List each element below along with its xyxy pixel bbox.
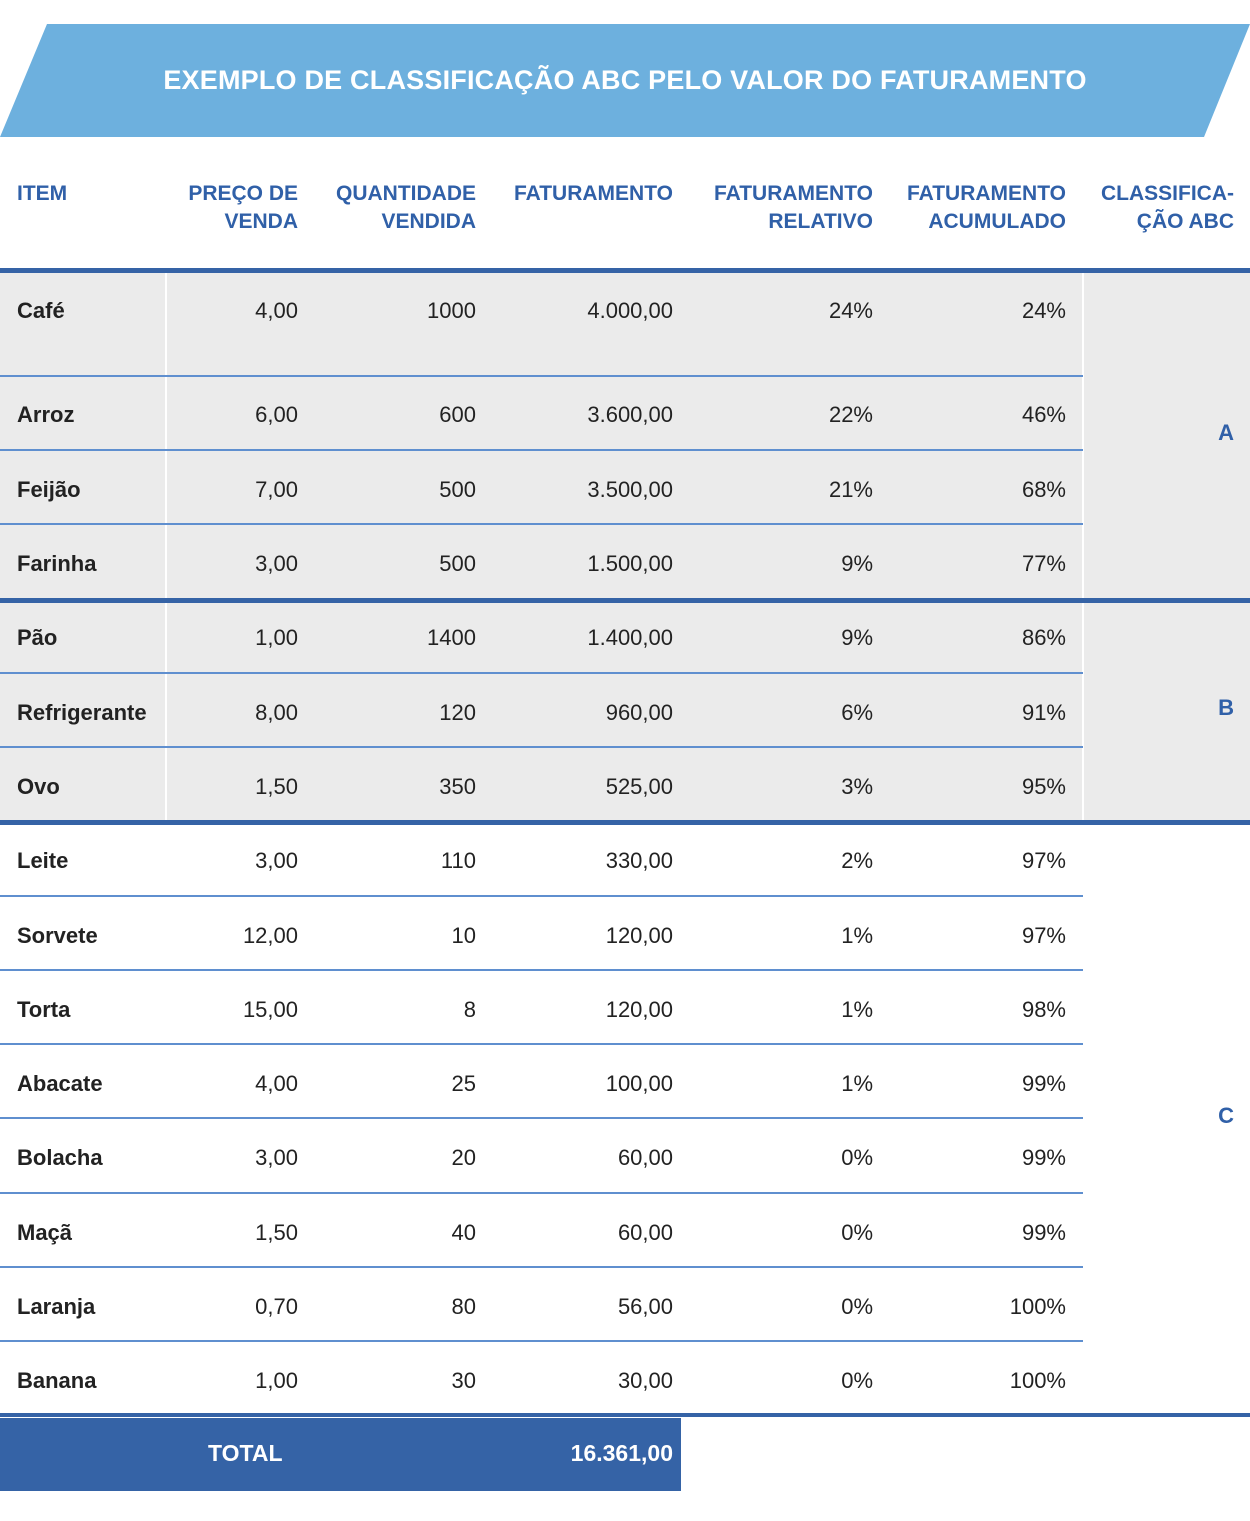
row-separator xyxy=(0,895,1083,897)
cell-item: Laranja xyxy=(17,1294,96,1319)
cell-relativo: 21% xyxy=(828,477,873,502)
header-acumulado: FATURAMENTO ACUMULADO xyxy=(906,182,1066,233)
cell-faturamento: 120,00 xyxy=(605,923,673,948)
cell-acumulado: 46% xyxy=(1021,402,1066,427)
column-gap xyxy=(165,268,167,1422)
class-label: C xyxy=(1218,1103,1234,1128)
cell-quantidade: 8 xyxy=(463,997,476,1022)
cell-preco: 7,00 xyxy=(255,477,298,502)
cell-quantidade: 25 xyxy=(451,1071,476,1096)
cell-preco: 15,00 xyxy=(242,997,298,1022)
cell-acumulado: 97% xyxy=(1021,848,1066,873)
cell-quantidade: 1000 xyxy=(427,298,476,323)
cell-item: Abacate xyxy=(17,1071,103,1096)
row-separator xyxy=(0,746,1083,748)
row-separator xyxy=(0,375,1083,377)
total-label: TOTAL xyxy=(208,1440,283,1466)
section-divider xyxy=(0,598,1250,603)
cell-quantidade: 80 xyxy=(451,1294,476,1319)
cell-item: Farinha xyxy=(17,551,97,576)
cell-relativo: 1% xyxy=(841,1071,873,1096)
cell-item: Leite xyxy=(17,848,69,873)
cell-quantidade: 1400 xyxy=(427,625,476,650)
cell-quantidade: 350 xyxy=(439,774,476,799)
cell-faturamento: 60,00 xyxy=(617,1220,673,1245)
cell-quantidade: 20 xyxy=(451,1145,476,1170)
header-classificacao: CLASSIFICA- ÇÃO ABC xyxy=(1101,182,1234,233)
cell-item: Café xyxy=(17,298,65,323)
row-separator xyxy=(0,969,1083,971)
cell-faturamento: 330,00 xyxy=(605,848,673,873)
cell-preco: 8,00 xyxy=(255,700,298,725)
cell-preco: 4,00 xyxy=(255,298,298,323)
cell-item: Torta xyxy=(17,997,71,1022)
row-separator xyxy=(0,449,1083,451)
cell-acumulado: 77% xyxy=(1021,551,1066,576)
cell-faturamento: 1.500,00 xyxy=(587,551,673,576)
cell-preco: 4,00 xyxy=(255,1071,298,1096)
column-gap xyxy=(1082,268,1084,1422)
cell-item: Feijão xyxy=(17,477,81,502)
cell-acumulado: 68% xyxy=(1021,477,1066,502)
section-divider xyxy=(0,820,1250,825)
cell-faturamento: 120,00 xyxy=(605,997,673,1022)
title-banner xyxy=(0,24,1250,137)
row-separator xyxy=(0,1340,1083,1342)
cell-acumulado: 95% xyxy=(1021,774,1066,799)
cell-relativo: 9% xyxy=(841,625,873,650)
cell-quantidade: 110 xyxy=(440,848,476,873)
cell-item: Ovo xyxy=(17,774,60,799)
cell-faturamento: 3.600,00 xyxy=(587,402,673,427)
cell-acumulado: 100% xyxy=(1009,1368,1066,1393)
row-separator xyxy=(0,1192,1083,1194)
cell-item: Refrigerante xyxy=(17,700,147,725)
cell-relativo: 1% xyxy=(841,997,873,1022)
cell-preco: 6,00 xyxy=(255,402,298,427)
cell-acumulado: 86% xyxy=(1021,625,1066,650)
cell-faturamento: 525,00 xyxy=(605,774,673,799)
cell-relativo: 6% xyxy=(841,700,873,725)
cell-acumulado: 98% xyxy=(1021,997,1066,1022)
cell-quantidade: 500 xyxy=(439,551,476,576)
cell-item: Banana xyxy=(17,1368,97,1393)
cell-item: Bolacha xyxy=(17,1145,103,1170)
cell-preco: 1,00 xyxy=(255,625,298,650)
cell-acumulado: 99% xyxy=(1021,1071,1066,1096)
cell-acumulado: 91% xyxy=(1021,700,1066,725)
cell-item: Arroz xyxy=(17,402,75,427)
total-value: 16.361,00 xyxy=(570,1440,673,1466)
header-faturamento: FATURAMENTO xyxy=(513,182,673,205)
cell-faturamento: 30,00 xyxy=(617,1368,673,1393)
cell-relativo: 3% xyxy=(841,774,873,799)
table-bottom-divider xyxy=(0,1413,1250,1417)
cell-relativo: 9% xyxy=(841,551,873,576)
cell-faturamento: 56,00 xyxy=(617,1294,673,1319)
cell-relativo: 2% xyxy=(841,848,873,873)
header-preco: PREÇO DE VENDA xyxy=(188,182,298,233)
cell-preco: 3,00 xyxy=(255,1145,298,1170)
cell-relativo: 0% xyxy=(841,1368,873,1393)
cell-preco: 3,00 xyxy=(255,551,298,576)
cell-acumulado: 97% xyxy=(1021,923,1066,948)
row-separator xyxy=(0,523,1083,525)
cell-faturamento: 60,00 xyxy=(617,1145,673,1170)
cell-relativo: 0% xyxy=(841,1145,873,1170)
row-separator xyxy=(0,1266,1083,1268)
header-quantidade: QUANTIDADE VENDIDA xyxy=(336,182,476,233)
class-label: A xyxy=(1218,420,1234,445)
cell-faturamento: 1.400,00 xyxy=(587,625,673,650)
cell-quantidade: 120 xyxy=(439,700,476,725)
cell-relativo: 0% xyxy=(841,1294,873,1319)
row-separator xyxy=(0,672,1083,674)
cell-acumulado: 100% xyxy=(1009,1294,1066,1319)
cell-acumulado: 24% xyxy=(1021,298,1066,323)
cell-faturamento: 4.000,00 xyxy=(587,298,673,323)
cell-quantidade: 600 xyxy=(439,402,476,427)
header-relativo: FATURAMENTO RELATIVO xyxy=(713,182,873,233)
row-separator xyxy=(0,1043,1083,1045)
cell-faturamento: 100,00 xyxy=(605,1071,673,1096)
cell-acumulado: 99% xyxy=(1021,1220,1066,1245)
cell-quantidade: 10 xyxy=(451,923,476,948)
cell-relativo: 22% xyxy=(828,402,873,427)
cell-item: Pão xyxy=(17,625,58,650)
cell-preco: 1,00 xyxy=(255,1368,298,1393)
cell-faturamento: 960,00 xyxy=(605,700,673,725)
cell-relativo: 1% xyxy=(841,923,873,948)
cell-acumulado: 99% xyxy=(1021,1145,1066,1170)
cell-item: Sorvete xyxy=(17,923,98,948)
header-item: ITEM xyxy=(17,182,68,205)
cell-preco: 3,00 xyxy=(255,848,298,873)
cell-relativo: 24% xyxy=(828,298,873,323)
cell-preco: 0,70 xyxy=(255,1294,298,1319)
class-label: B xyxy=(1218,695,1234,720)
cell-preco: 1,50 xyxy=(255,1220,298,1245)
cell-quantidade: 30 xyxy=(451,1368,476,1393)
page-title: EXEMPLO DE CLASSIFICAÇÃO ABC PELO VALOR DO FATURAMENTO xyxy=(163,65,1087,95)
cell-preco: 1,50 xyxy=(255,774,298,799)
cell-item: Maçã xyxy=(17,1220,73,1245)
cell-relativo: 0% xyxy=(841,1220,873,1245)
row-separator xyxy=(0,1117,1083,1119)
cell-quantidade: 500 xyxy=(439,477,476,502)
cell-preco: 12,00 xyxy=(242,923,298,948)
cell-faturamento: 3.500,00 xyxy=(587,477,673,502)
section-divider xyxy=(0,268,1250,273)
cell-quantidade: 40 xyxy=(451,1220,476,1245)
